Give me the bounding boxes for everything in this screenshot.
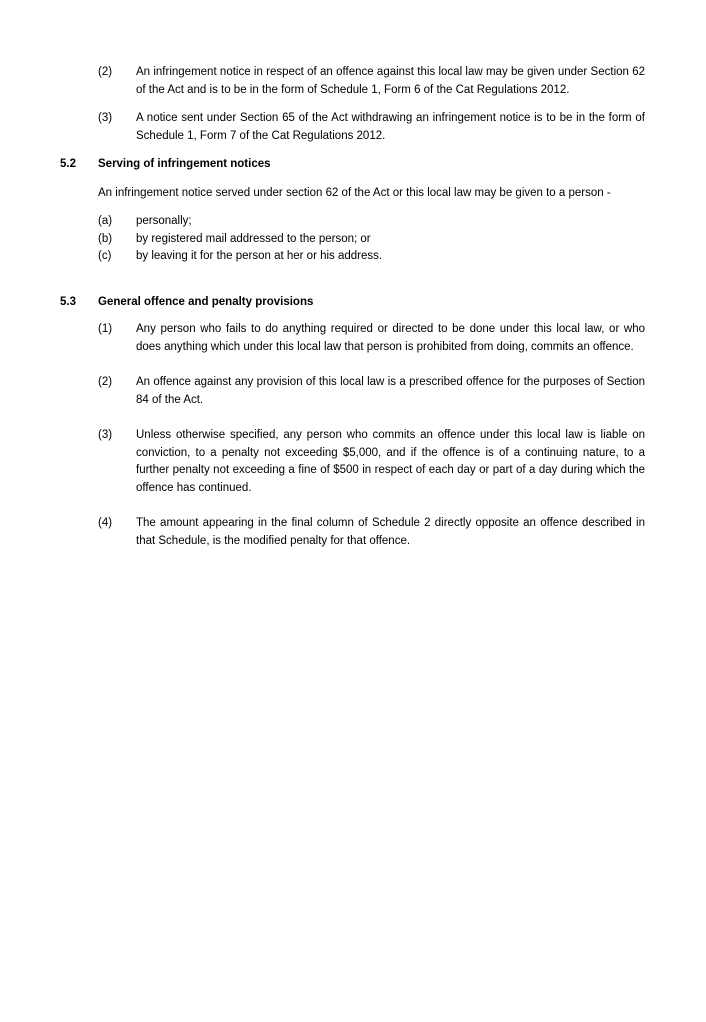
- clause-number: (2): [98, 66, 113, 78]
- clause-number: (2): [98, 376, 113, 388]
- clause-number: (3): [98, 112, 113, 124]
- section-heading-5-2: [60, 156, 645, 174]
- clause-5-3-3: [98, 427, 645, 497]
- clause-text: An infringement notice in respect of an offence against this local law may be given under Section 62 of the Act and is to be in the form of Schedule 1, Form 6 of the Cat Regulations 2012.: [136, 66, 645, 96]
- section-title: General offence and penalty provisions: [98, 295, 314, 308]
- section-heading-5-3: [60, 294, 645, 312]
- list-item-letter: (b): [98, 232, 113, 245]
- section-number: 5.2: [60, 158, 76, 170]
- document-body: [60, 64, 645, 550]
- list-item-text: by registered mail addressed to the person; or: [136, 232, 371, 245]
- list-item-b: [98, 231, 645, 249]
- list-item-text: by leaving it for the person at her or his address.: [136, 250, 383, 262]
- clause-number: (4): [98, 517, 113, 529]
- clause-number: (3): [98, 429, 113, 441]
- section-5-2-intro: An infringement notice served under section 62 of the Act or this local law may be given to a person -: [98, 186, 611, 199]
- alpha-list: [60, 213, 645, 266]
- list-item-a: [98, 213, 645, 231]
- clause-top-2: [98, 64, 645, 99]
- clause-text: Any person who fails to do anything required or directed to be done under this local law, or who does anything which under this local law that person is prohibited from doing, commits an offence.: [136, 323, 645, 353]
- clause-text: A notice sent under Section 65 of the Act withdrawing an infringement notice is to be in the form of Schedule 1, Form 7 of the Cat Regulations 2012.: [136, 112, 645, 142]
- clause-text: An offence against any provision of this local law is a prescribed offence for the purposes of Section 84 of the Act.: [136, 376, 645, 406]
- clause-5-3-1: [98, 321, 645, 356]
- clause-top-3: [98, 110, 645, 145]
- list-item-letter: (a): [98, 215, 113, 227]
- clause-number: (1): [98, 323, 113, 335]
- list-item-letter: (c): [98, 250, 112, 262]
- section-number: 5.3: [60, 295, 76, 308]
- section-title: Serving of infringement notices: [98, 158, 271, 170]
- list-item-text: personally;: [136, 215, 192, 227]
- clause-text: The amount appearing in the final column of Schedule 2 directly opposite an offence described in that Schedule, is the modified penalty for that offence.: [136, 517, 645, 547]
- clause-text: Unless otherwise specified, any person who commits an offence under this local law is liable on conviction, to a penalty not exceeding $5,000, and if the offence is of a continuing nature, to a further penalty not exceeding a fine of $500 in respect of each day or part of a day during which the offence has continued.: [136, 429, 645, 494]
- clause-5-3-4: [98, 515, 645, 550]
- list-item-c: [98, 248, 645, 266]
- clause-5-3-2: [98, 374, 645, 409]
